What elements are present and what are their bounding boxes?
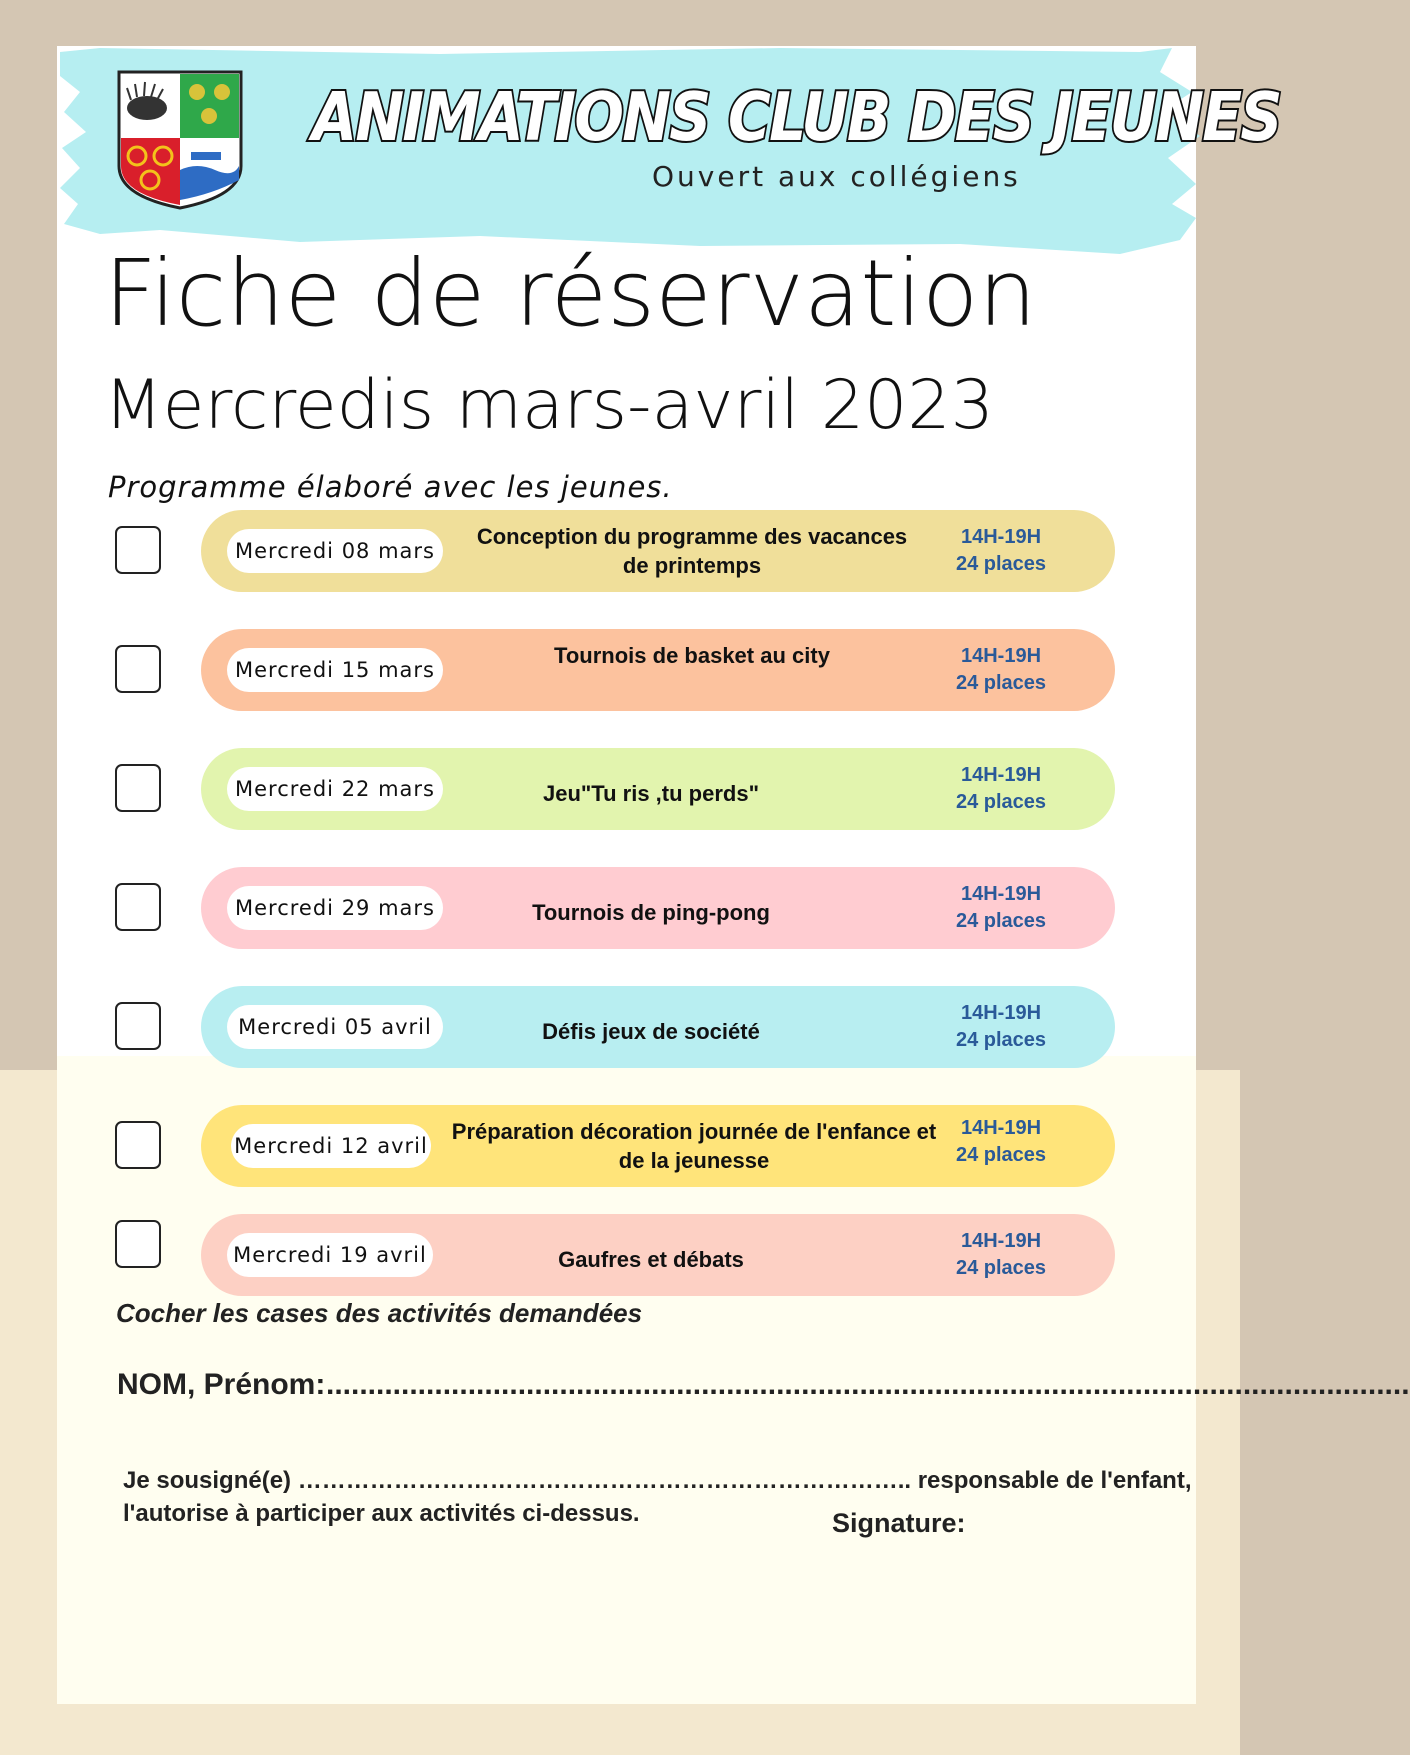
activity-row [115, 748, 1115, 830]
consent-line: Je sousigné(e) ………………………………………………………………….. responsable de l'enfant, [123, 1467, 1192, 1494]
activity-title: Gaufres et débats [558, 1246, 744, 1272]
activity-schedule [941, 762, 1061, 816]
consent-text [123, 1464, 1203, 1530]
activity-date: Mercredi 29 mars [227, 886, 443, 930]
form-period: Mercredis mars-avril 2023 [104, 366, 994, 445]
activity-date: Mercredi 15 mars [227, 648, 443, 692]
check-instruction: Cocher les cases des activités demandées [116, 1298, 643, 1328]
activity-pill [201, 510, 1115, 592]
activity-time: 14H-19H [960, 1117, 1042, 1139]
activity-places: 24 places [955, 791, 1047, 813]
activity-date: Mercredi 19 avril [227, 1233, 433, 1277]
activity-row [115, 1214, 1115, 1296]
activity-row [115, 510, 1115, 592]
activity-title: Tournois de ping-pong [532, 899, 770, 925]
porcupine [127, 96, 167, 120]
activity-checkbox[interactable] [115, 883, 161, 931]
activity-row [115, 867, 1115, 949]
activity-row [115, 1105, 1115, 1187]
consent-line: l'autorise à participer aux activités ci-dessus. [123, 1500, 640, 1527]
activity-places: 24 places [955, 1144, 1047, 1166]
activity-places: 24 places [955, 1257, 1047, 1279]
activity-checkbox[interactable] [115, 1002, 161, 1050]
activity-date: Mercredi 08 mars [227, 529, 443, 573]
activity-date: Mercredi 12 avril [231, 1124, 431, 1168]
activity-pill [201, 629, 1115, 711]
activity-schedule [941, 643, 1061, 697]
activity-time: 14H-19H [960, 645, 1042, 667]
activity-places: 24 places [955, 910, 1047, 932]
activity-places: 24 places [955, 1029, 1047, 1051]
wheat-sheaf-3 [201, 108, 217, 124]
name-label: NOM, Prénom: [117, 1368, 326, 1401]
activity-title: Conception du programme des vacances de printemps [476, 524, 908, 578]
activity-places: 24 places [955, 553, 1047, 575]
activity-title: Préparation décoration journée de l'enfance et de la jeunesse [451, 1119, 937, 1173]
club-subtitle: Ouvert aux collégiens [652, 160, 1021, 193]
activity-pill [201, 1214, 1115, 1296]
activity-date: Mercredi 05 avril [227, 1005, 443, 1049]
activity-row [115, 629, 1115, 711]
activity-title: Tournois de basket au city [554, 643, 830, 668]
activity-schedule [941, 1000, 1061, 1054]
activity-pill [201, 867, 1115, 949]
activity-places: 24 places [955, 672, 1047, 694]
activity-checkbox[interactable] [115, 526, 161, 574]
activity-schedule [941, 881, 1061, 935]
activity-checkbox[interactable] [115, 1220, 161, 1268]
activity-checkbox[interactable] [115, 645, 161, 693]
activity-title: Jeu"Tu ris ,tu perds" [542, 780, 760, 806]
activity-checkbox[interactable] [115, 764, 161, 812]
activity-time: 14H-19H [960, 883, 1042, 905]
activity-title: Défis jeux de société [542, 1018, 760, 1044]
club-title: ANIMATIONS CLUB DES JEUNES [312, 78, 1281, 156]
wheat-sheaf-2 [214, 84, 230, 100]
activity-time: 14H-19H [960, 1230, 1042, 1252]
activity-schedule [941, 524, 1061, 578]
signature-label: Signature: [832, 1508, 966, 1538]
activity-schedule [941, 1228, 1061, 1282]
activity-row [115, 986, 1115, 1068]
program-note: Programme élaboré avec les jeunes. [108, 470, 673, 504]
activity-pill [201, 1105, 1115, 1187]
activity-pill [201, 986, 1115, 1068]
activity-time: 14H-19H [960, 1002, 1042, 1024]
activity-time: 14H-19H [960, 526, 1042, 548]
boat [191, 152, 221, 160]
shield-quarter-green [180, 74, 239, 138]
form-title: Fiche de réservation [104, 240, 1037, 347]
coat-of-arms-logo [117, 70, 243, 210]
name-field[interactable]: .................................................................................................................................. [326, 1368, 1410, 1401]
wheat-sheaf-1 [189, 84, 205, 100]
activity-date: Mercredi 22 mars [227, 767, 443, 811]
activity-checkbox[interactable] [115, 1121, 161, 1169]
activity-time: 14H-19H [960, 764, 1042, 786]
activity-pill [201, 748, 1115, 830]
activity-schedule [941, 1115, 1061, 1169]
